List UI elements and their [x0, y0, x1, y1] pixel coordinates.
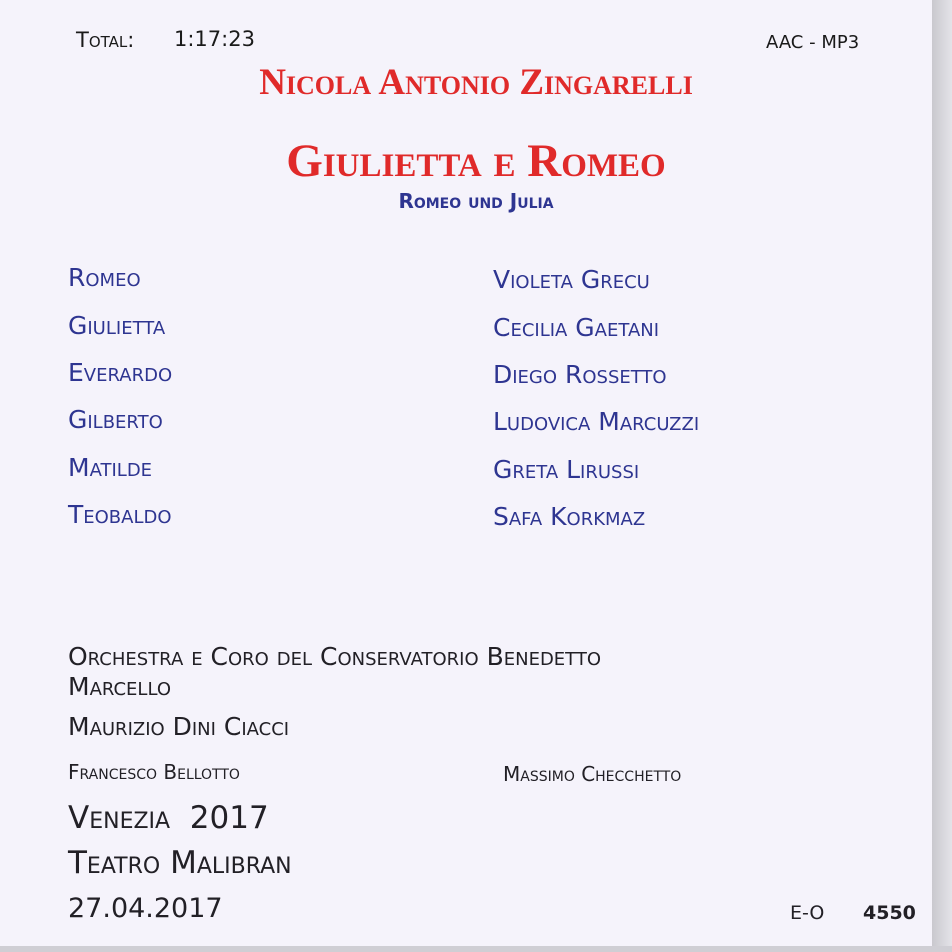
venue: Teatro Malibran	[68, 845, 292, 881]
performance-date: 27.04.2017	[68, 893, 223, 924]
cast-role: Teobaldo	[68, 500, 172, 529]
cast-role: Gilberto	[68, 405, 163, 434]
total-time: 1:17:23	[174, 27, 255, 51]
cast-role: Giulietta	[68, 311, 166, 340]
place-year: Venezia 2017	[68, 800, 269, 836]
composer-name: Nicola Antonio Zingarelli	[259, 62, 693, 103]
cast-singer: Cecilia Gaetani	[493, 313, 660, 342]
scan-edge	[932, 0, 952, 952]
cast-singer: Safa Korkmaz	[493, 502, 646, 531]
orchestra-line-2: Marcello	[68, 672, 172, 701]
cast-role: Romeo	[68, 263, 141, 292]
opera-subtitle: Romeo und Julia	[398, 189, 554, 213]
catalog-number: 4550	[863, 902, 916, 924]
cast-singer: Violeta Grecu	[493, 265, 650, 294]
orchestra-line-1: Orchestra e Coro del Conservatorio Benedetto	[68, 642, 602, 671]
conductor-name: Maurizio Dini Ciacci	[68, 712, 290, 741]
cast-singer: Greta Lirussi	[493, 455, 640, 484]
total-label: Total:	[76, 28, 135, 52]
scan-bottom-edge	[0, 946, 952, 952]
format-label: AAC - MP3	[766, 32, 860, 53]
cast-singer: Ludovica Marcuzzi	[493, 407, 700, 436]
staff-right-name: Massimo Checchetto	[503, 762, 682, 786]
cast-singer: Diego Rossetto	[493, 360, 667, 389]
staff-left-name: Francesco Bellotto	[68, 760, 240, 784]
cast-role: Everardo	[68, 358, 173, 387]
cast-role: Matilde	[68, 453, 153, 482]
catalog-label: E-O	[790, 902, 825, 924]
opera-title: Giulietta e Romeo	[286, 135, 666, 187]
